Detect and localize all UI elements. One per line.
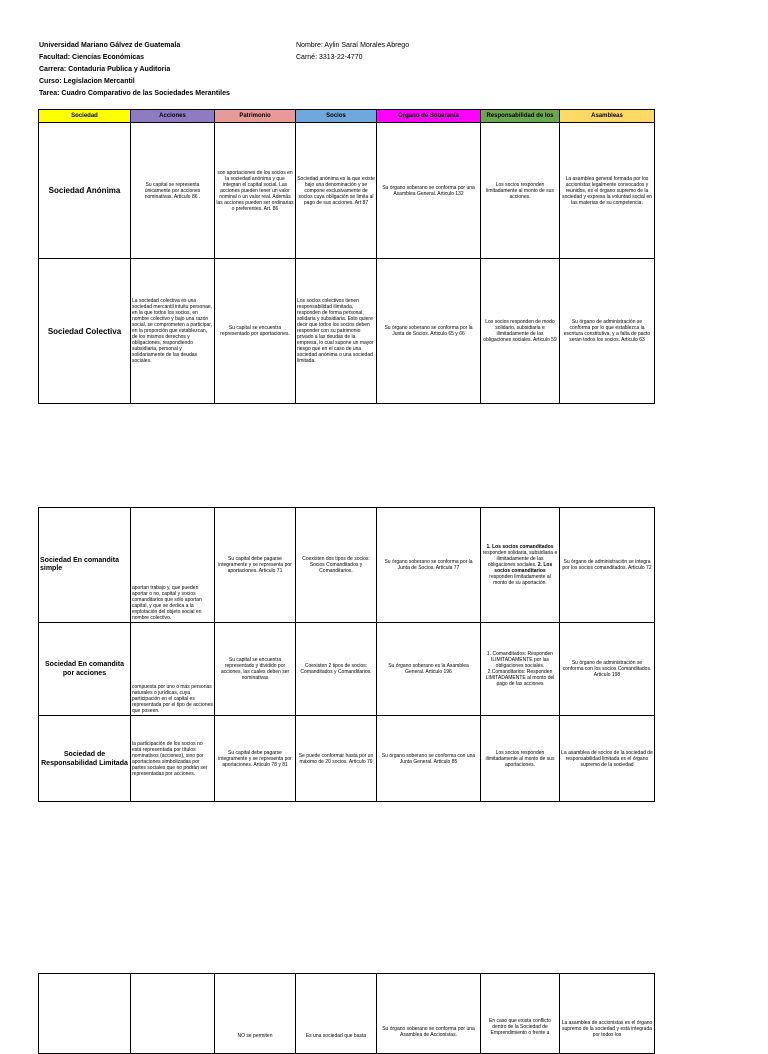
career-line: Carrera: Contaduria Publica y Auditoria — [39, 66, 171, 73]
cell-patrimonio: Su capital se encuentra representado por aportaciones. — [215, 259, 296, 404]
table-row — [39, 259, 655, 404]
cell-asambleas: La asamblea general formada por los accionistas legalmente convocados y reunidos, es el órgano supremo de la sociedad y expresa la voluntad social en las materias de su competencia. — [560, 123, 655, 259]
cell-acciones: la participación de los socios no está representada por títulos nominativos (acciones), sino por aportaciones simbolizadas por partes sociales que no podrán ser representadas por acciones. — [131, 716, 215, 802]
cell-acciones: Su capital se representa únicamente por acciones nominativas. Articulo 86 . — [131, 123, 215, 259]
cell-patrimonio: Su capital debe pagarse integramente y se representa por aportaciones. Articulo 71 — [215, 508, 296, 623]
resp-text-1: responden solidaria, subsidiaria e ilimitadamente de las obligaciones sociales. — [482, 550, 558, 568]
cell-socios: Es una sociedad que basta — [296, 974, 377, 1054]
cell-responsabilidad: En caso que exista conflicto dentro de la Sociedad de Emprendimiento o frente a — [481, 974, 560, 1054]
cell-socios: Se puede conformar hasta por un máximo de 20 socios. Articulo 79 — [296, 716, 377, 802]
header-organo: Organo de Soberanía — [377, 110, 481, 123]
table-row — [39, 716, 655, 802]
cell-organo: Su órgano soberano se conforma con una Junta General. Articulo 85 — [377, 716, 481, 802]
cell-asambleas: La asamblea de accionistas es el órgano supremo de la sociedad y está integrada por todos los — [560, 974, 655, 1054]
header-acciones: Acciones — [131, 110, 215, 123]
row-name: Sociedad En comandita por acciones — [39, 623, 131, 716]
cell-responsabilidad: Los socios responden de modo solidario, subsidiaria e ilimitadamente de las obligaciones sociales. Articulo 59 — [481, 259, 560, 404]
cell-patrimonio: NO se permiten — [215, 974, 296, 1054]
table-row — [39, 508, 655, 623]
header-responsabilidad: Responsabilidad de los — [481, 110, 560, 123]
cell-responsabilidad: 1. Comanditados: Responden ILIMITADAMENTE por las obligaciones sociales. 2.Comanditarios: Responden LIMITADAMENTE al monto del pago de las acciones — [481, 623, 560, 716]
cell-patrimonio: son aportaciones de los socios en la sociedad anónima y que integran el capital social. Las acciones pueden tener un valor nominal o un valor real. Además las acciones pueden ser ordinarias o preferentes. Art. 86 — [215, 123, 296, 259]
row-name: Sociedad Colectiva — [39, 259, 131, 404]
cell-responsabilidad — [481, 508, 560, 623]
cell-acciones: La sociedad colectiva es una sociedad mercantil intuitu personae, en la que todos los socios, en nombre colectivo y bajo una razón social, se comprometen a participar, en la proporción que establezcan, de los mismos derechos y obligaciones, respondiendo subsidiaria, personal y solidariamente de las deudas sociales. — [131, 259, 215, 404]
cell-patrimonio: Su capital se encuentra representado y dividido por acciones, las cuales deben ser nominativas — [215, 623, 296, 716]
row-name — [39, 974, 131, 1054]
cell-organo: Su órgano soberano se conforma por la Junta de Socios. Articulo 65 y 66 — [377, 259, 481, 404]
faculty-line: Facultad: Ciencias Económicas — [39, 54, 145, 61]
resp-bold-2: 2. Los socios comanditarios — [494, 562, 553, 574]
cell-socios: Los socios colectivos tienen responsabilidad ilimitada, responden de forma personal, solidaria y subsidiaria. Esto quiere decir que todos los socios deben responder con su patrimonio privado a las deudas de la empresa, lo cual supone un mayor riesgo que en el caso de una sociedad anónima o una sociedad limitada. — [296, 259, 377, 404]
comparison-table-3 — [38, 973, 655, 1054]
cell-patrimonio: Su capital debe pagarse integramente y se representa por aportaciones. Articulo 78 y 81 — [215, 716, 296, 802]
row-name: Sociedad de Responsabilidad Limitada — [39, 716, 131, 802]
cell-socios: Coexisten 2 tipos de socios: Comanditados y Comanditarios. — [296, 623, 377, 716]
resp-text-2: responden limitadamente al monto de su aportación. — [489, 574, 551, 586]
row-name: Sociedad En comandita simple — [39, 508, 131, 623]
cell-asambleas: Su órgano de administración se conforma con los socios Comanditados. Articulo 198 — [560, 623, 655, 716]
student-id: Carné: 3313-22-4770 — [296, 54, 363, 61]
table-row — [39, 974, 655, 1054]
cell-acciones — [131, 974, 215, 1054]
table-header-row — [39, 110, 655, 123]
table-row — [39, 123, 655, 259]
cell-acciones: aportan trabajo y, que pueden aportar o no, capital y socios comanditarios que sólo aportan capital, y que se dedica a la explotación del objeto social en nombre colectivo. — [131, 508, 215, 623]
cell-acciones: compuesta por uno o más personas naturales o jurídicas, cuya participación en el capital es representada por el tipo de acciones que poseen. — [131, 623, 215, 716]
header-sociedad: Sociedad — [39, 110, 131, 123]
cell-responsabilidad: Los socios responden ilimitadamente al monto de sus aportaciones. — [481, 716, 560, 802]
task-line: Tarea: Cuadro Comparativo de las Sociedades Merantiles — [39, 90, 230, 97]
comparison-table-2 — [38, 507, 655, 802]
cell-asambleas: La asamblea de socios de la sociedad de responsabilidad limitada es el órgano supremo de la sociedad — [560, 716, 655, 802]
table-row — [39, 623, 655, 716]
cell-organo: Su órgano soberano se conforma por una Asamblea de Accionistas. — [377, 974, 481, 1054]
header-asambleas: Asambleas — [560, 110, 655, 123]
student-name: Nombre: Aylin Saraí Morales Abrego — [296, 42, 410, 49]
resp-bold-1: 1. Los socios comanditados — [486, 544, 554, 550]
header-patrimonio: Patrimonio — [215, 110, 296, 123]
cell-responsabilidad: Los socios responden limitadamente al monto de sus acciones. — [481, 123, 560, 259]
cell-socios: Coexisten dos tipos de socios: Socios Comanditados y Comanditarios. — [296, 508, 377, 623]
header-socios: Socios — [296, 110, 377, 123]
cell-socios: Sociedad anónima es la que existe bajo una denominación y se compone exclusivamente de socios cuya obligación se limita al pago de sus acciones. Art 87 — [296, 123, 377, 259]
cell-asambleas: Su órgano de administración se conforma por lo que establezca la escritura constitutiva, y a falta de pacto serán todos los socios. Articulo 63 — [560, 259, 655, 404]
row-name: Sociedad Anónima — [39, 123, 131, 259]
cell-organo: Su órgano soberano se conforma por una Asamblea General. Articulo 132 — [377, 123, 481, 259]
cell-organo: Su órgano soberano es la Asamblea General. Articulo 196 — [377, 623, 481, 716]
university-line: Universidad Mariano Gálvez de Guatemala — [39, 42, 181, 49]
comparison-table-1 — [38, 109, 655, 404]
cell-organo: Su órgano soberano se conforma por la Junta de Socios. Articula 77 — [377, 508, 481, 623]
cell-asambleas: Su órgano de administración se integra por los socios comanditados. Articulo 72 — [560, 508, 655, 623]
course-line: Curso: Legislacion Mercantil — [39, 78, 135, 85]
